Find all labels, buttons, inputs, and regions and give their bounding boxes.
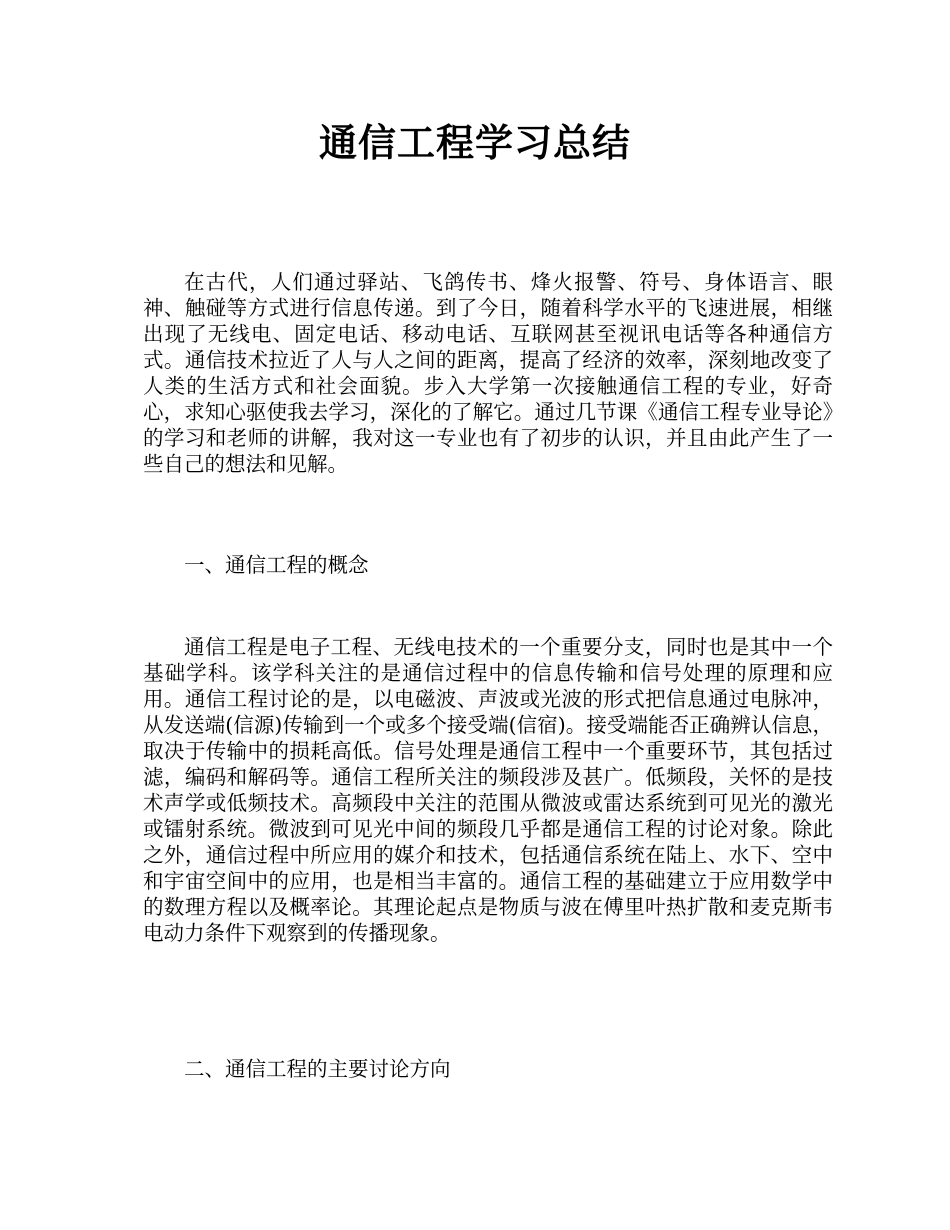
intro-paragraph: 在古代，人们通过驿站、飞鸽传书、烽火报警、符号、身体语言、眼神、触碰等方式进行信息传递。到了今日，随着科学水平的飞速进展，相继出现了无线电、固定电话、移动电话、互联网甚至视讯电话等各种通信方式。通信技术拉近了人与人之间的距离，提高了经济的效率，深刻地改变了人类的生活方式和社会面貌。步入大学第一次接触通信工程的专业，好奇心，求知心驱使我去学习，深化的了解它。通过几节课《通信工程专业导论》的学习和老师的讲解，我对这一专业也有了初步的认识，并且由此产生了一些自己的想法和见解。 bbox=[143, 270, 833, 476]
section-heading-directions: 二、通信工程的主要讨论方向 bbox=[184, 1057, 451, 1081]
document-title: 通信工程学习总结 bbox=[318, 120, 631, 165]
section-heading-concept: 一、通信工程的概念 bbox=[184, 553, 369, 577]
section-paragraph-concept: 通信工程是电子工程、无线电技术的一个重要分支，同时也是其中一个基础学科。该学科关注的是通信过程中的信息传输和信号处理的原理和应用。通信工程讨论的是，以电磁波、声波或光波的形式把信息通过电脉冲，从发送端(信源)传输到一个或多个接受端(信宿)。接受端能否正确辨认信息，取决于传输中的损耗高低。信号处理是通信工程中一个重要环节，其包括过滤，编码和解码等。通信工程所关注的频段涉及甚广。低频段，关怀的是技术声学或低频技术。高频段中关注的范围从微波或雷达系统到可见光的激光或镭射系统。微波到可见光中间的频段几乎都是通信工程的讨论对象。除此之外，通信过程中所应用的媒介和技术，包括通信系统在陆上、水下、空中和宇宙空间中的应用，也是相当丰富的。通信工程的基础建立于应用数学中的数理方程以及概率论。其理论起点是物质与波在傅里叶热扩散和麦克斯韦电动力条件下观察到的传播现象。 bbox=[143, 635, 833, 945]
